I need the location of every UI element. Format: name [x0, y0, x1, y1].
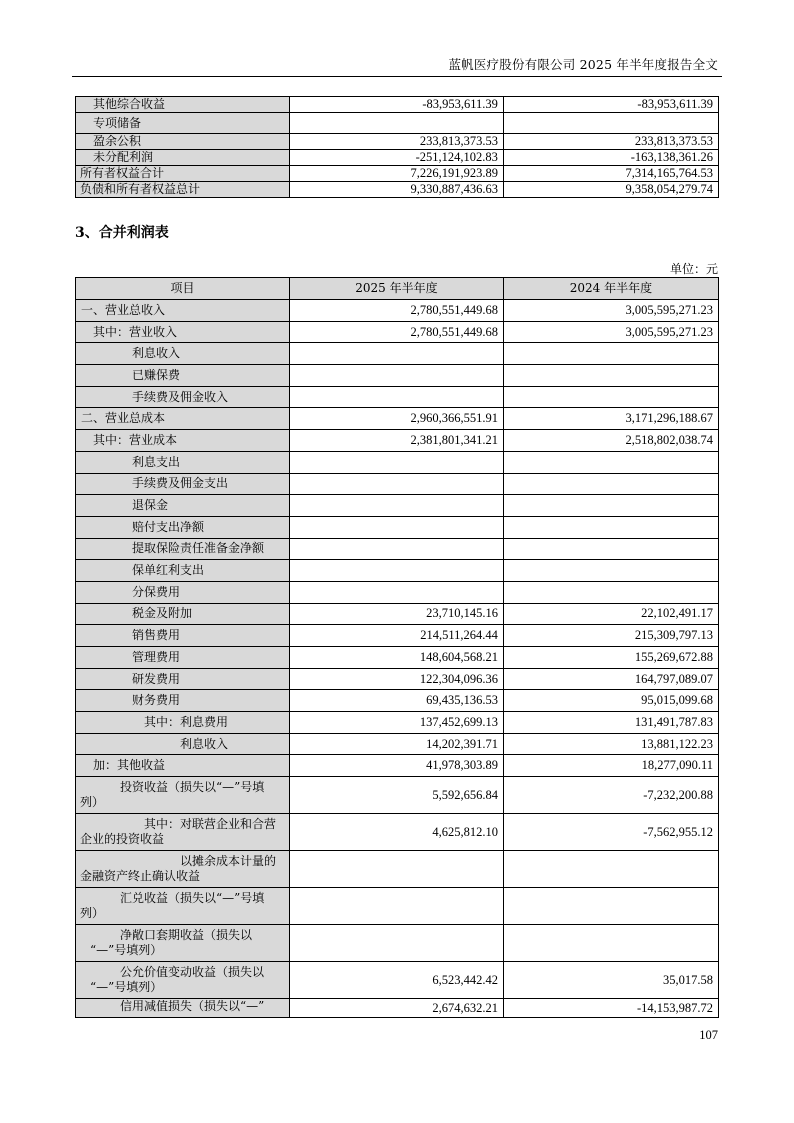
row-label: 二、营业总成本 — [76, 408, 290, 430]
row-label — [76, 814, 290, 851]
row-label: 信用减值损失（损失以“—” — [76, 999, 290, 1018]
value-2024 — [503, 451, 718, 473]
table-row — [76, 182, 719, 198]
table-row — [76, 97, 719, 113]
value-2024 — [503, 888, 718, 925]
column-header-2024: 2024 年半年度 — [503, 278, 718, 300]
table-row — [76, 113, 719, 134]
row-label-line1: 公允价值变动收益（损失以 — [120, 965, 265, 980]
value-2024 — [503, 113, 718, 134]
row-label: 销售费用 — [76, 625, 290, 647]
value-2024: 18,277,090.11 — [503, 755, 718, 777]
value-2024: 13,881,122.23 — [503, 733, 718, 755]
table-row — [76, 451, 719, 473]
table-row — [76, 560, 719, 582]
value-2025 — [289, 473, 503, 495]
table-row — [76, 300, 719, 322]
table-row — [76, 668, 719, 690]
section-title: 3、合并利润表 — [75, 225, 169, 241]
value-2024 — [503, 343, 718, 365]
row-label-line2: 企业的投资收益 — [80, 832, 165, 847]
value-2024: 233,813,373.53 — [503, 134, 718, 150]
table-row — [76, 647, 719, 669]
value-2025: 214,511,264.44 — [289, 625, 503, 647]
value-2025: 137,452,699.13 — [289, 712, 503, 734]
row-label: 财务费用 — [76, 690, 290, 712]
row-label: 手续费及佣金支出 — [76, 473, 290, 495]
unit-label: 单位：元 — [669, 262, 718, 276]
value-2025 — [289, 925, 503, 962]
value-2024: 2,518,802,038.74 — [503, 430, 718, 452]
table-row — [76, 516, 719, 538]
table-row — [76, 712, 719, 734]
value-2025: 5,592,656.84 — [289, 777, 503, 814]
row-label: 盈余公积 — [76, 134, 290, 150]
value-2025: 4,625,812.10 — [289, 814, 503, 851]
value-2025: 148,604,568.21 — [289, 647, 503, 669]
table-row — [76, 888, 719, 925]
table-row — [76, 408, 719, 430]
value-2025: 69,435,136.53 — [289, 690, 503, 712]
value-2024: 7,314,165,764.53 — [503, 166, 718, 182]
row-label: 其中：营业成本 — [76, 430, 290, 452]
row-label — [76, 851, 290, 888]
value-2025 — [289, 365, 503, 387]
table-row — [76, 473, 719, 495]
table-row — [76, 365, 719, 387]
value-2025: 7,226,191,923.89 — [289, 166, 503, 182]
column-header-2025: 2025 年半年度 — [289, 278, 503, 300]
value-2025: 233,813,373.53 — [289, 134, 503, 150]
value-2024: -83,953,611.39 — [503, 97, 718, 113]
table-row — [76, 690, 719, 712]
value-2024: -14,153,987.72 — [503, 999, 718, 1018]
table-row — [76, 166, 719, 182]
value-2025: 6,523,442.42 — [289, 962, 503, 999]
table-row — [76, 495, 719, 517]
row-label-line1: 净敞口套期收益（损失以 — [120, 928, 253, 943]
value-2024: 3,171,296,188.67 — [503, 408, 718, 430]
row-label: 提取保险责任准备金净额 — [76, 538, 290, 560]
table-row — [76, 321, 719, 343]
value-2024 — [503, 925, 718, 962]
value-2025 — [289, 851, 503, 888]
table-row — [76, 386, 719, 408]
row-label: 利息收入 — [76, 733, 290, 755]
value-2024 — [503, 386, 718, 408]
table-row — [76, 150, 719, 166]
row-label: 保单红利支出 — [76, 560, 290, 582]
report-header-title: 蓝帆医疗股份有限公司 2025 年半年度报告全文 — [448, 57, 718, 72]
value-2024 — [503, 495, 718, 517]
value-2025 — [289, 343, 503, 365]
table-row — [76, 134, 719, 150]
table-row — [76, 814, 719, 851]
row-label — [76, 962, 290, 999]
row-label: 所有者权益合计 — [76, 166, 290, 182]
row-label: 利息支出 — [76, 451, 290, 473]
table-row — [76, 777, 719, 814]
table-header-row — [76, 278, 719, 300]
table-row — [76, 999, 719, 1018]
row-label — [76, 777, 290, 814]
value-2025: 2,780,551,449.68 — [289, 300, 503, 322]
value-2024 — [503, 538, 718, 560]
row-label-line1: 其中：对联营企业和合营 — [144, 817, 277, 832]
row-label: 已赚保费 — [76, 365, 290, 387]
value-2024: 22,102,491.17 — [503, 603, 718, 625]
value-2024: 164,797,089.07 — [503, 668, 718, 690]
income-statement-table — [75, 277, 719, 1018]
value-2024: 95,015,099.68 — [503, 690, 718, 712]
row-label: 手续费及佣金收入 — [76, 386, 290, 408]
value-2024: 131,491,787.83 — [503, 712, 718, 734]
row-label: 负债和所有者权益总计 — [76, 182, 290, 198]
row-label: 一、营业总收入 — [76, 300, 290, 322]
row-label-line1: 汇兑收益（损失以“—”号填 — [120, 891, 265, 906]
value-2024 — [503, 473, 718, 495]
value-2025: 2,381,801,341.21 — [289, 430, 503, 452]
value-2025: 14,202,391.71 — [289, 733, 503, 755]
value-2024: 3,005,595,271.23 — [503, 300, 718, 322]
table-row — [76, 733, 719, 755]
table-row — [76, 581, 719, 603]
balance-sheet-tail-table — [75, 96, 719, 198]
value-2025: 9,330,887,436.63 — [289, 182, 503, 198]
table-row — [76, 538, 719, 560]
value-2025 — [289, 581, 503, 603]
value-2025: 41,978,303.89 — [289, 755, 503, 777]
row-label: 管理费用 — [76, 647, 290, 669]
value-2025 — [289, 888, 503, 925]
value-2024: -7,232,200.88 — [503, 777, 718, 814]
table-row — [76, 851, 719, 888]
table-row — [76, 603, 719, 625]
row-label — [76, 888, 290, 925]
value-2024: 3,005,595,271.23 — [503, 321, 718, 343]
value-2024: 155,269,672.88 — [503, 647, 718, 669]
value-2025: 23,710,145.16 — [289, 603, 503, 625]
value-2024: -163,138,361.26 — [503, 150, 718, 166]
row-label-line2: “—”号填列） — [90, 980, 163, 995]
row-label: 税金及附加 — [76, 603, 290, 625]
value-2024: 9,358,054,279.74 — [503, 182, 718, 198]
value-2025 — [289, 113, 503, 134]
value-2024 — [503, 516, 718, 538]
row-label: 其中：营业收入 — [76, 321, 290, 343]
table-row — [76, 962, 719, 999]
row-label: 其他综合收益 — [76, 97, 290, 113]
row-label-line2: 列） — [80, 795, 105, 810]
value-2024 — [503, 581, 718, 603]
value-2025: 122,304,096.36 — [289, 668, 503, 690]
row-label-line2: 列） — [80, 906, 105, 921]
value-2025 — [289, 495, 503, 517]
value-2025 — [289, 560, 503, 582]
value-2024 — [503, 365, 718, 387]
value-2024: 215,309,797.13 — [503, 625, 718, 647]
value-2025 — [289, 386, 503, 408]
table-row — [76, 755, 719, 777]
table-row — [76, 343, 719, 365]
value-2025: 2,960,366,551.91 — [289, 408, 503, 430]
row-label-line2: 金融资产终止确认收益 — [80, 869, 201, 884]
value-2025 — [289, 538, 503, 560]
value-2025: -251,124,102.83 — [289, 150, 503, 166]
value-2024 — [503, 851, 718, 888]
row-label — [76, 925, 290, 962]
row-label: 分保费用 — [76, 581, 290, 603]
table-row — [76, 925, 719, 962]
row-label: 加：其他收益 — [76, 755, 290, 777]
row-label: 赔付支出净额 — [76, 516, 290, 538]
row-label: 退保金 — [76, 495, 290, 517]
page-number: 107 — [699, 1028, 718, 1042]
table-row — [76, 430, 719, 452]
value-2024 — [503, 560, 718, 582]
row-label-line1: 以摊余成本计量的 — [180, 854, 277, 869]
value-2024: -7,562,955.12 — [503, 814, 718, 851]
value-2025: 2,674,632.21 — [289, 999, 503, 1018]
value-2025: 2,780,551,449.68 — [289, 321, 503, 343]
row-label: 专项储备 — [76, 113, 290, 134]
value-2025: -83,953,611.39 — [289, 97, 503, 113]
header-divider — [72, 76, 722, 77]
value-2025 — [289, 451, 503, 473]
row-label: 其中：利息费用 — [76, 712, 290, 734]
table-row — [76, 625, 719, 647]
row-label: 利息收入 — [76, 343, 290, 365]
row-label: 未分配利润 — [76, 150, 290, 166]
row-label-line1: 投资收益（损失以“—”号填 — [120, 780, 265, 795]
value-2024: 35,017.58 — [503, 962, 718, 999]
value-2025 — [289, 516, 503, 538]
row-label-line2: “—”号填列） — [90, 943, 163, 958]
column-header-item: 项目 — [76, 278, 290, 300]
row-label: 研发费用 — [76, 668, 290, 690]
